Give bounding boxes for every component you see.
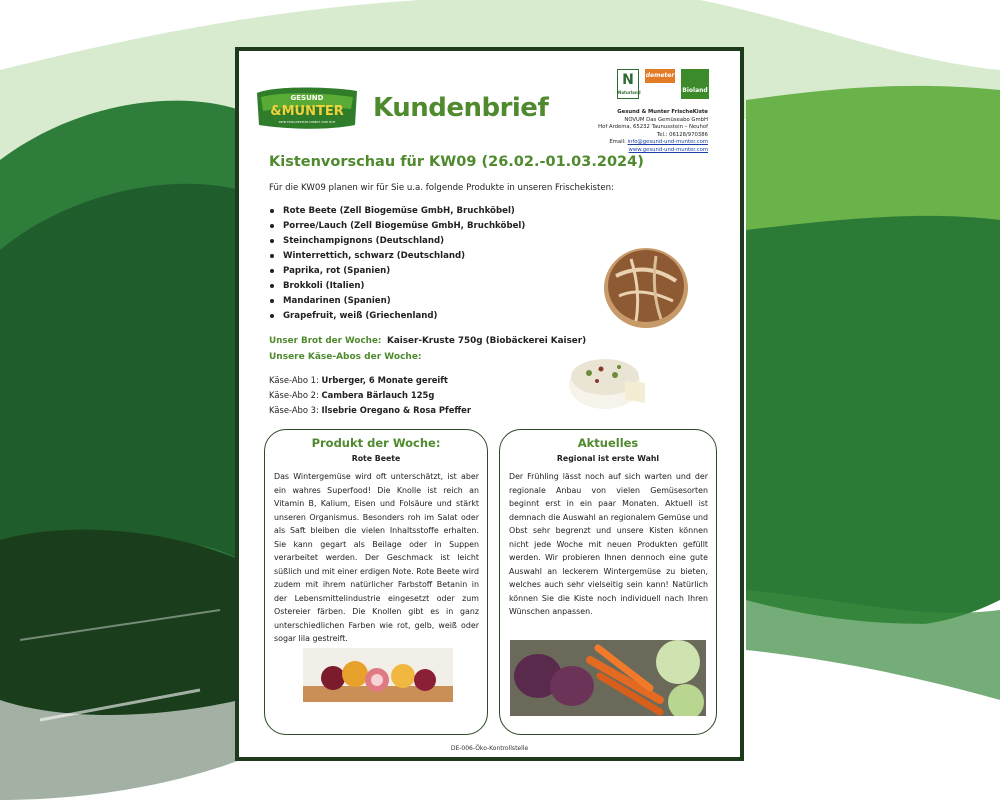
card-title: Aktuelles — [577, 436, 639, 450]
page-title: Kundenbrief — [373, 93, 549, 123]
list-item: Paprika, rot (Spanien) — [269, 264, 525, 279]
contact-block — [598, 109, 708, 155]
company-name: Gesund & Munter FrischeKiste — [617, 109, 708, 115]
list-item: Grapefruit, weiß (Griechenland) — [269, 309, 525, 324]
footer-text: DE-006-Öko-Kontrollstelle — [450, 745, 529, 752]
intro-text: Für die KW09 planen wir für Sie u.a. folgende Produkte in unseren Frischekisten: — [269, 183, 615, 193]
company-line1: NOVUM Das Gemüseabo GmbH — [624, 116, 708, 123]
company-address: Hof Ardema, 65232 Taunusstein – Neuhof — [598, 124, 708, 131]
list-item: Porree/Lauch (Zell Biogemüse GmbH, Bruchköbel) — [269, 219, 525, 234]
website-link[interactable]: www.gesund-und-munter.com — [628, 146, 708, 153]
bioland-logo: Bioland — [681, 69, 709, 99]
certification-logos — [617, 69, 717, 103]
news-card — [499, 429, 717, 735]
bread-image — [601, 241, 691, 331]
vegetables-image — [510, 640, 706, 716]
list-item: Brokkoli (Italien) — [269, 279, 525, 294]
cheese-image — [567, 347, 647, 419]
logo-tagline: DEIN FRISCHEKISTE-DIREKT VOM HOF — [278, 120, 336, 124]
card-text: Das Wintergemüse wird oft unterschätzt, ist aber ein wahres Superfood! Die Knolle ist reich an Vitamin B, Kalium, Eisen und Folsäure und stärkt unseren Organismus. Besonders roh im Salat oder als Saft bleiben die vielen Inhaltsstoffe erhalten. Sie kann gegart als Beilage oder in Suppen verarbeitet werden. Der Geschmack ist leicht süßlich und mit einer erdigen Note. Rote Beete wird zudem mit ihrem natürlicher Farbstoff Betanin in der Lebensmittelindustrie eingesetzt oder zum Ostereier färben. Die Knollen gibt es in ganz unterschiedlichen Farben wie rot, gelb, weiß oder sogar lila gestreift. — [274, 472, 479, 643]
logo-line2: &MUNTER — [270, 104, 344, 119]
list-item: Winterrettich, schwarz (Deutschland) — [269, 249, 525, 264]
card-subtitle: Regional ist erste Wahl — [556, 454, 660, 463]
logo-line1: GESUND — [290, 94, 324, 102]
naturland-logo: N Naturland — [617, 69, 639, 99]
section-title-kw: Kistenvorschau für KW09 (26.02.-01.03.2024) — [269, 154, 644, 170]
email-link[interactable]: info@gesund-und-munter.com — [627, 139, 708, 146]
list-item: Rote Beete (Zell Biogemüse GmbH, Bruchköbel) — [269, 204, 525, 219]
cheese-abo-3: Käse-Abo 3: Ilsebrie Oregano & Rosa Pfeffer — [269, 405, 471, 415]
bread-of-week — [269, 336, 586, 346]
bread-label: Unser Brot der Woche: — [269, 336, 382, 346]
newsletter-page — [235, 47, 744, 761]
cheese-abo-2: Käse-Abo 2: Cambera Bärlauch 125g — [269, 390, 435, 400]
list-item: Steinchampignons (Deutschland) — [269, 234, 525, 249]
cheese-abo-1: Käse-Abo 1: Urberger, 6 Monate gereift — [269, 375, 448, 385]
list-item: Mandarinen (Spanien) — [269, 294, 525, 309]
gesund-munter-logo — [255, 85, 359, 131]
cheese-section-title: Unsere Käse-Abos der Woche: — [269, 352, 422, 362]
company-phone: Tel.: 06128/970386 — [656, 131, 708, 138]
product-of-week-card — [264, 429, 488, 735]
bread-value: Kaiser-Kruste 750g (Biobäckerei Kaiser) — [387, 336, 587, 346]
card-subtitle: Rote Beete — [351, 454, 401, 463]
beetroot-image — [303, 648, 453, 702]
card-text: Der Frühling lässt noch auf sich warten und der regionale Anbau von vielen Gemüsesorten beginnt erst in ein paar Monaten. Aktuell ist demnach die Auswahl an regionalem Gemüse und Obst sehr begrenzt und unsere Kisten können nicht jede Woche mit neuen Produkten gefüllt werden. Wir probieren Ihnen dennoch eine gute Auswahl an leckerem Wintergemüse zu bieten, welches auch sehr vielseitig sein kann! Natürlich können Sie die Kiste noch individuell nach Ihren Wünschen anpassen. — [509, 472, 708, 616]
product-list — [269, 204, 525, 324]
cheese-list — [269, 373, 471, 418]
demeter-logo: demeter — [645, 69, 675, 83]
company-email-row: Email: info@gesund-und-munter.com — [609, 139, 708, 146]
card-title: Produkt der Woche: — [311, 436, 441, 450]
